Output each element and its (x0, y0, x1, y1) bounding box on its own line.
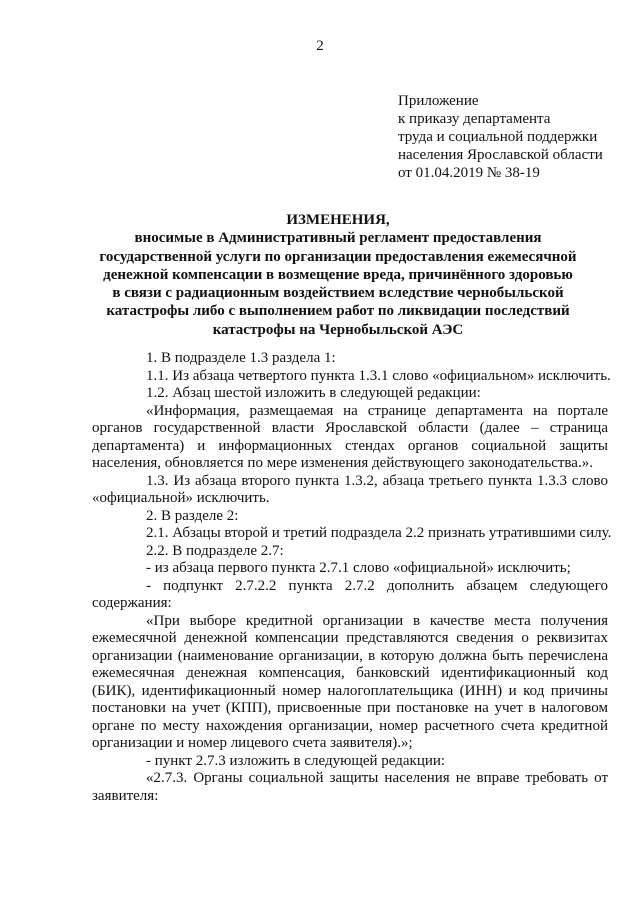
paragraph: - из абзаца первого пункта 2.7.1 слово «официальной» исключить; (146, 560, 571, 576)
appendix-block (398, 92, 618, 182)
paragraph: - пункт 2.7.3 изложить в следующей редакции: (146, 752, 446, 769)
appendix-line: от 01.04.2019 № 38-19 (398, 165, 540, 181)
paragraph: «2.7.3. Органы социальной защиты населения не вправе требовать от заявителя: (92, 770, 608, 804)
appendix-line: к приказу департамента (398, 111, 551, 127)
document-body (92, 350, 612, 805)
paragraph: «При выборе кредитной организации в качестве места получения ежемесячной денежной компенсации представляются сведения о реквизитах организации (наименование организации, в которую должна быть перечислена ежемесячная денежная компенсация, банковский идентификационный код (БИК), идентификационный номер налогоплательщика (ИНН) и код причины постановки на учет (КПП), присвоенные при постановке на учет в налоговом органе по месту нахождения организации, номер расчетного счета кредитной организации и номер лицевого счета заявителя).»; (92, 612, 608, 751)
title-line: денежной компенсации в возмещение вреда, причинённого здоровью (103, 266, 573, 283)
paragraph: 1.1. Из абзаца четвертого пункта 1.3.1 слово «официальном» исключить. (146, 367, 611, 384)
paragraph: 2.1. Абзацы второй и третий подраздела 2.2 признать утратившими силу. (146, 525, 612, 541)
paragraph: - подпункт 2.7.2.2 пункта 2.7.2 дополнить абзацем следующего содержания: (92, 577, 608, 611)
paragraph: «Информация, размещаемая на странице департамента на портале органов государственной власти Ярославской области (далее – страница департамента) и информационных стендах органов социальной защиты населения, обновляется по мере изменения действующего законодательства.». (92, 402, 608, 471)
paragraph: 2.2. В подразделе 2.7: (146, 542, 284, 559)
title-line: катастрофы либо с выполнением работ по ликвидации последствий (106, 303, 570, 320)
appendix-line: труда и социальной поддержки (398, 129, 598, 145)
title-line: государственной услуги по организации предоставления ежемесячной (99, 248, 577, 265)
document-title (70, 211, 606, 339)
title-line: в связи с радиационным воздействием вследствие чернобыльской (112, 285, 564, 302)
paragraph: 1. В подразделе 1.3 раздела 1: (146, 350, 336, 366)
paragraph: 1.2. Абзац шестой изложить в следующей редакции: (146, 385, 481, 401)
title-line: катастрофы на Чернобыльской АЭС (212, 321, 464, 338)
title-heading: ИЗМЕНЕНИЯ, (286, 212, 390, 228)
appendix-line: Приложение (398, 93, 479, 109)
appendix-line: населения Ярославской области (398, 147, 603, 163)
page-number: 2 (316, 38, 324, 54)
title-line: вносимые в Административный регламент предоставления (134, 230, 542, 247)
paragraph: 1.3. Из абзаца второго пункта 1.3.2, абзаца третьего пункта 1.3.3 слово «официальной» исключить. (92, 472, 608, 506)
paragraph: 2. В разделе 2: (146, 507, 239, 524)
